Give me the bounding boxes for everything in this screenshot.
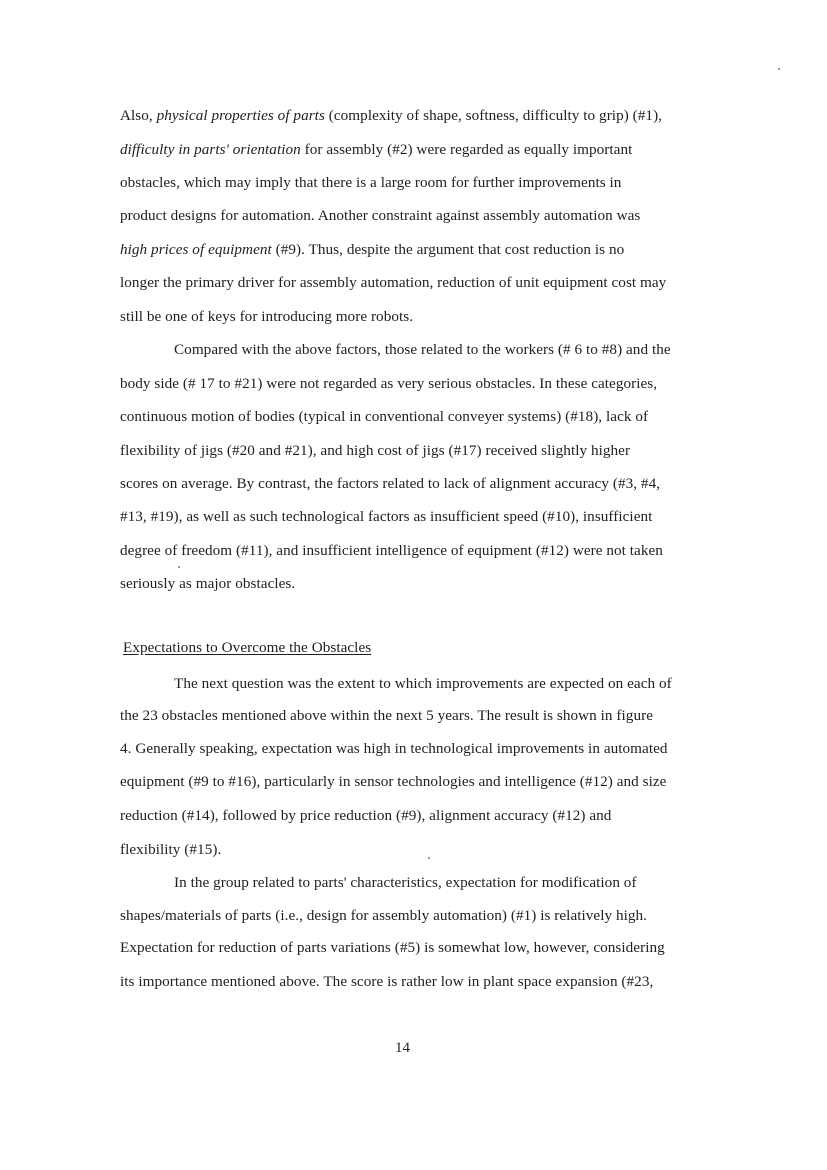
paragraph-line: degree of freedom (#11), and insufficient intelligence of equipment (#12) were not taken [120,542,663,559]
section-heading: Expectations to Overcome the Obstacles [123,639,372,656]
paragraph-line: flexibility of jigs (#20 and #21), and high cost of jigs (#17) received slightly higher [120,442,631,459]
paragraph-line: the 23 obstacles mentioned above within the next 5 years. The result is shown in figure [120,707,653,724]
paragraph-line: Expectation for reduction of parts variations (#5) is somewhat low, however, considering [120,939,665,956]
paragraph-line: The next question was the extent to which improvements are expected on each of [174,675,672,692]
paragraph-line: product designs for automation. Another constraint against assembly automation was [120,207,641,224]
text-run: (#9). Thus, despite the argument that cost reduction is no [271,241,625,258]
paragraph-line: its importance mentioned above. The score is rather low in plant space expansion (#23, [120,973,654,990]
paragraph-line: In the group related to parts' characteristics, expectation for modification of [174,874,637,891]
page-number: 14 [395,1040,410,1056]
paragraph-line: scores on average. By contrast, the factors related to lack of alignment accuracy (#3, #4, [120,475,661,492]
paragraph-line: Compared with the above factors, those related to the workers (# 6 to #8) and the [174,341,671,358]
paragraph-line: longer the primary driver for assembly automation, reduction of unit equipment cost may [120,274,667,291]
scan-speck [778,68,780,70]
paragraph-line: body side (# 17 to #21) were not regarded as very serious obstacles. In these categories, [120,375,658,392]
text-run: for assembly (#2) were regarded as equally important [300,141,633,158]
text-run: Also, [120,107,157,124]
text-run: (complexity of shape, softness, difficulty to grip) (#1), [324,107,663,124]
paragraph-line: 4. Generally speaking, expectation was high in technological improvements in automated [120,740,668,757]
paragraph-line: continuous motion of bodies (typical in conventional conveyer systems) (#18), lack of [120,408,649,425]
paragraph-line: seriously as major obstacles. [120,575,296,592]
body-text [120,0,760,1170]
paragraph-line: obstacles, which may imply that there is a large room for further improvements in [120,174,622,191]
paragraph-line [120,240,624,260]
paragraph-line: flexibility (#15). [120,841,222,858]
paragraph-line: #13, #19), as well as such technological factors as insufficient speed (#10), insufficient [120,508,653,525]
paragraph-line: still be one of keys for introducing more robots. [120,308,414,325]
paragraph-line [120,106,662,126]
paragraph-line: shapes/materials of parts (i.e., design for assembly automation) (#1) is relatively high. [120,907,648,924]
emphasis-text: difficulty in parts' orientation [120,141,301,158]
emphasis-text: physical properties of parts [156,107,325,124]
emphasis-text: high prices of equipment [120,241,272,258]
paragraph-line: reduction (#14), followed by price reduction (#9), alignment accuracy (#12) and [120,807,612,824]
paragraph-line [120,140,632,160]
paragraph-line: equipment (#9 to #16), particularly in sensor technologies and intelligence (#12) and size [120,773,667,790]
